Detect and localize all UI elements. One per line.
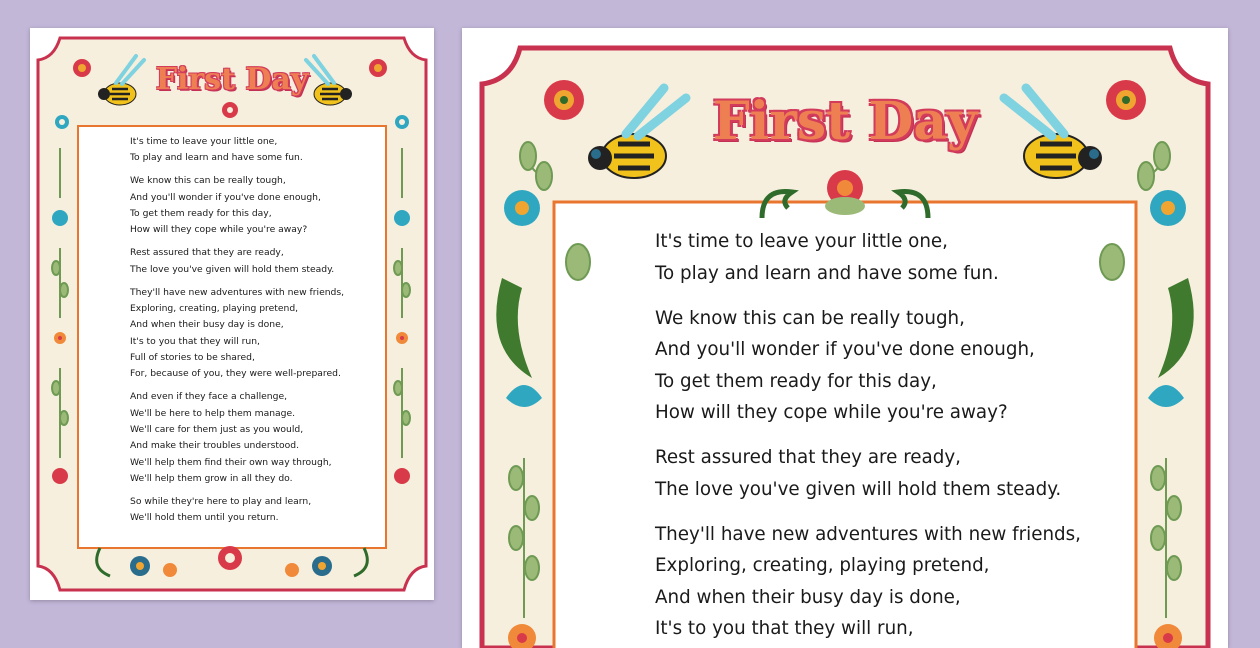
stanza xyxy=(655,226,1081,289)
orange-flower-icon xyxy=(54,332,66,344)
teal-flower-icon xyxy=(55,115,69,129)
poem-body xyxy=(655,226,1081,648)
red-flower-icon xyxy=(52,468,68,484)
poem-line: So while they're here to play and learn, xyxy=(130,495,312,507)
poem-line: The love you've given will hold them steady. xyxy=(655,478,1062,500)
poem-line: Full of stories to be shared, xyxy=(130,351,255,363)
stanza xyxy=(130,134,344,167)
poem-line: We'll care for them just as you would, xyxy=(130,423,304,435)
poem-line: How will they cope while you're away? xyxy=(655,402,1008,423)
poem-line: To play and learn and have some fun. xyxy=(130,152,303,164)
stanza xyxy=(130,494,344,527)
poem-line: And when their busy day is done, xyxy=(130,319,284,331)
poem-line: Exploring, creating, playing pretend, xyxy=(130,303,299,315)
poem-line: It's time to leave your little one, xyxy=(130,136,278,147)
red-flower-icon xyxy=(825,170,865,215)
teal-flower-icon xyxy=(395,115,409,129)
poem-line: To play and learn and have some fun. xyxy=(655,262,999,284)
poem-line: And you'll wonder if you've done enough, xyxy=(130,191,321,203)
poem-line: We know this can be really tough, xyxy=(655,307,965,329)
poem-line: And even if they face a challenge, xyxy=(130,391,288,403)
poem-line: And make their troubles understood. xyxy=(130,440,299,452)
stanza xyxy=(130,173,344,238)
poem-line: We know this can be really tough, xyxy=(130,175,286,187)
red-flower-icon xyxy=(222,102,238,118)
poem-line: Rest assured that they are ready, xyxy=(130,247,284,259)
poem-line: They'll have new adventures with new friends, xyxy=(655,523,1081,545)
poem-sheet-zoomed xyxy=(462,28,1228,648)
teal-flower-icon xyxy=(52,210,68,226)
poem-line: For, because of you, they were well-prepared. xyxy=(130,368,341,380)
poem-line: It's to you that they will run, xyxy=(130,335,260,347)
poem-line: How will they cope while you're away? xyxy=(130,224,308,236)
poem-line: They'll have new adventures with new friends, xyxy=(130,286,345,298)
poem-sheet-preview xyxy=(30,28,434,600)
stanza xyxy=(130,285,344,383)
poem-line: We'll help them find their own way through, xyxy=(130,456,332,468)
poem-line: We'll be here to help them manage. xyxy=(130,407,296,419)
poem-line: To get them ready for this day, xyxy=(655,370,937,392)
poem-line: The love you've given will hold them steady. xyxy=(130,263,335,275)
teal-flower-icon xyxy=(394,210,410,226)
poem-title: First Day xyxy=(155,62,309,97)
poem-line: To get them ready for this day, xyxy=(130,207,272,219)
stanza xyxy=(655,519,1081,645)
poem-line: Rest assured that they are ready, xyxy=(655,447,961,468)
poem-line: It's to you that they will run, xyxy=(655,618,914,639)
stanza xyxy=(655,303,1081,429)
teal-flower-icon xyxy=(504,190,540,226)
orange-flower-icon xyxy=(396,332,408,344)
poem-body xyxy=(130,134,344,533)
stanza xyxy=(130,389,344,487)
poem-line: And you'll wonder if you've done enough, xyxy=(655,339,1035,360)
poem-title: First Day xyxy=(712,91,978,152)
red-flower-icon xyxy=(394,468,410,484)
poem-line: It's time to leave your little one, xyxy=(655,231,948,252)
teal-flower-icon xyxy=(1150,190,1186,226)
poem-line: And when their busy day is done, xyxy=(655,586,961,608)
poem-line: We'll help them grow in all they do. xyxy=(130,472,293,484)
stanza xyxy=(130,245,344,278)
stanza xyxy=(655,442,1081,505)
poem-line: We'll hold them until you return. xyxy=(130,512,279,524)
poem-line: Exploring, creating, playing pretend, xyxy=(655,555,990,576)
